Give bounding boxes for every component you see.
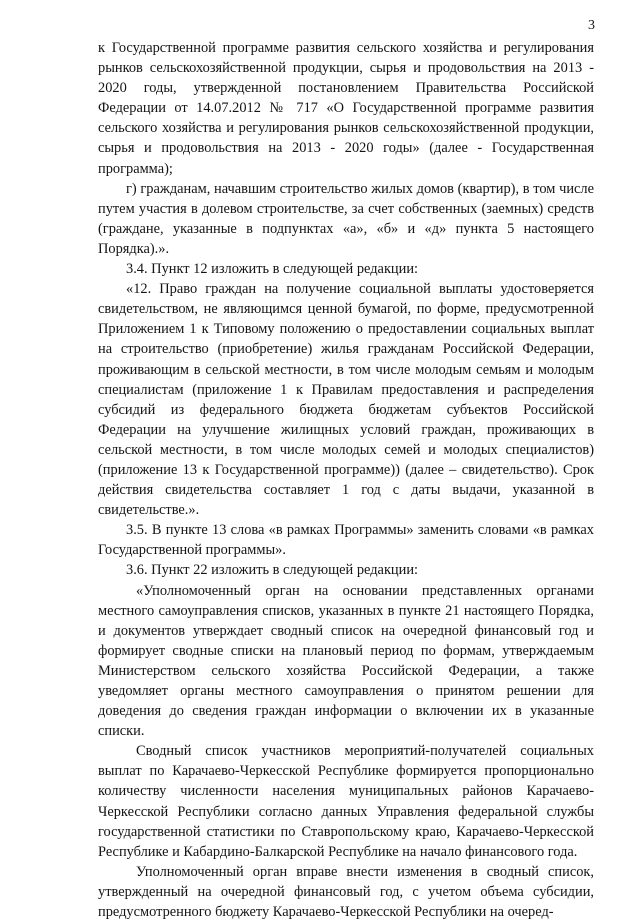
paragraph-clause-3-5: 3.5. В пункте 13 слова «в рамках Программы» заменить словами «в рамках Государственной программы». [98, 522, 594, 559]
paragraph-subpoint-g: г) гражданам, начавшим строительство жилых домов (квартир), в том числе путем участия в долевом строительстве, за счет собственных (заемных) средств (граждане, указанные в подпунктах «а», «б» и «д» пункта 5 настоящего Порядка).». [98, 180, 594, 257]
paragraph-point-12: «12. Право граждан на получение социальной выплаты удостоверяется свидетельством, не являющимся ценной бумагой, по форме, предусмотренной Приложением 1 к Типовому положению о предоставлении социальных выплат на строительство (приобретение) жилья гражданам Российской Федерации, проживающим в сельской местности, в том числе молодым семьям и молодым специалистам (приложение 1 к Правилам предоставления и распределения субсидий из федерального бюджета бюджетам субъектов Российской Федерации на улучшение жилищных условий граждан, проживающих в сельской местности, в том числе молодых семей и молодых специалистов) (приложение 13 к Государственной программе)) (далее – свидетельство). Срок действия свидетельства составляет 1 год с даты выдачи, указанной в свидетельстве.». [98, 281, 594, 519]
paragraph-summary-list: Сводный список участников мероприятий-получателей социальных выплат по Карачаево-Черкесской Республике формируется пропорционально количеству численности населения муниципальных районов Карачаево-Черкесской Республики согласно данных Управления федеральной службы государственной статистики по Ставропольскому краю, Карачаево-Черкесской Республике и Кабардино-Балкарской Республике на начало финансового года. [98, 743, 594, 860]
paragraph-clause-3-4: 3.4. Пункт 12 изложить в следующей редакции: [126, 261, 419, 278]
paragraph-point-22-main: «Уполномоченный орган на основании представленных органами местного самоуправления списков, указанных в пункте 21 настоящего Порядка, и документов утверждает сводный список на очередной финансовый год и формирует сводные списки на плановый период по формам, утверждаемым Министерством сельского хозяйства Российской Федерации, а также уведомляет органы местного самоуправления о принятом решении для доведения до сведения граждан информации о включении их в указанные списки. [98, 582, 594, 740]
paragraph-clause-3-6: 3.6. Пункт 22 изложить в следующей редакции: [126, 562, 419, 579]
paragraph-list-changes: Уполномоченный орган вправе внести изменения в сводный список, утвержденный на очередной финансовый год, с учетом объема субсидии, предусмотренного бюджету Карачаево-Черкесской Республики на очеред- [98, 863, 594, 921]
document-body [98, 38, 594, 922]
paragraph-state-program-reference: к Государственной программе развития сельского хозяйства и регулирования рынков сельскохозяйственной продукции, сырья и продовольствия на 2013 - 2020 годы, утвержденной постановлением Правительства Российской Федерации от 14.07.2012 № 717 «О Государственной программе развития сельского хозяйства и регулирования рынков сельскохозяйственной продукции, сырья и продовольствия на 2013 - 2020 годы» (далее - Государственная программа); [98, 40, 594, 177]
page-number: 3 [588, 18, 595, 33]
